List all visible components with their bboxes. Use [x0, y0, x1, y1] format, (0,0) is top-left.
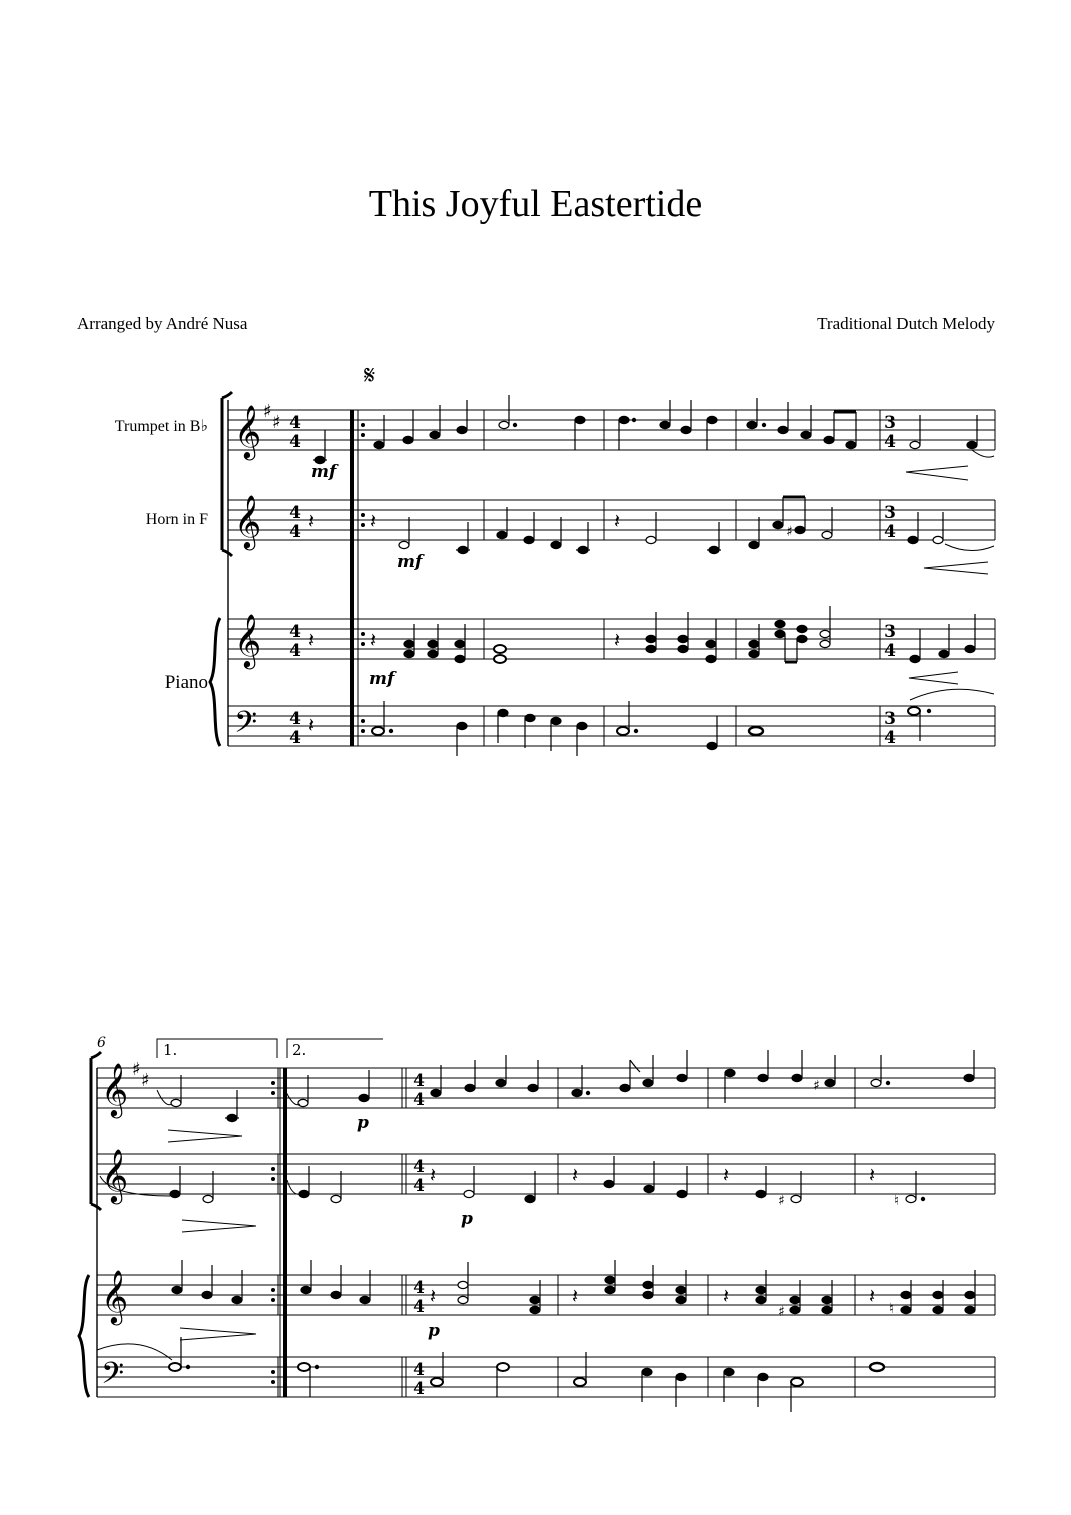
measure-number: 6: [97, 1035, 106, 1051]
dynamic-mf: mf: [397, 552, 423, 572]
time-sig-bottom: 4: [413, 1090, 425, 1110]
time-sig-top: 4: [413, 1071, 425, 1091]
bracket: [222, 392, 232, 556]
rest-icon: 𝄽: [869, 1284, 876, 1308]
rest-icon: 𝄽: [869, 1163, 876, 1187]
arranger-credit: Arranged by André Nusa: [77, 314, 248, 333]
rest-icon: 𝄽: [430, 1163, 437, 1187]
system-1: [210, 392, 995, 746]
time-sig-top: 3: [884, 622, 896, 642]
piano-bass-notes-s2: [169, 1337, 884, 1412]
treble-clef-icon: 𝄞: [101, 1269, 129, 1323]
piano-treble-notes-s1: [308, 606, 975, 663]
sharp-icon: ♯: [813, 1078, 820, 1094]
time-sig-bottom: 4: [289, 522, 301, 542]
system-2: [79, 1039, 995, 1397]
treble-clef-icon: 𝄞: [101, 1148, 129, 1202]
rest-icon: 𝄽: [370, 628, 377, 652]
time-sig-top: 4: [413, 1157, 425, 1177]
time-sig-top: 4: [413, 1278, 425, 1298]
treble-clef-icon: 𝄞: [234, 494, 262, 548]
diminuendo-hairpin: [168, 1130, 242, 1142]
time-sig-top: 4: [289, 503, 301, 523]
time-sig-top: 4: [289, 622, 301, 642]
sharp-icon: ♯: [778, 1193, 785, 1209]
brace: [79, 1275, 89, 1397]
time-sig-top: 4: [289, 413, 301, 433]
crescendo-hairpin: [924, 562, 988, 574]
tie: [945, 544, 994, 551]
instrument-label-trumpet: Trumpet in B♭: [114, 418, 208, 435]
time-sig-bottom: 4: [289, 641, 301, 661]
tie: [287, 1180, 300, 1194]
rest-icon: 𝄽: [614, 509, 621, 533]
bass-clef-icon: 𝄢: [234, 706, 258, 747]
treble-clef-icon: 𝄞: [101, 1062, 129, 1116]
natural-icon: ♮: [889, 1301, 895, 1317]
dynamic-p: p: [357, 1113, 369, 1133]
bracket: [91, 1052, 101, 1210]
dynamic-mf: mf: [369, 669, 395, 689]
natural-icon: ♮: [894, 1193, 900, 1209]
sharp-icon: ♯: [141, 1070, 150, 1091]
rest-icon: 𝄽: [572, 1284, 579, 1308]
sharp-icon: ♯: [778, 1304, 785, 1320]
tie: [910, 689, 994, 700]
horn-notes-s1: [308, 497, 943, 554]
rest-icon: 𝄽: [723, 1163, 730, 1187]
rest-icon: 𝄽: [370, 509, 377, 533]
time-sig-bottom: 4: [884, 641, 896, 661]
dynamic-p: p: [461, 1209, 473, 1229]
composer-credit: Traditional Dutch Melody: [817, 314, 995, 333]
rest-icon: 𝄽: [430, 1284, 437, 1308]
rest-icon: 𝄽: [308, 509, 315, 533]
brace: [210, 618, 220, 746]
time-sig-bottom: 4: [413, 1176, 425, 1196]
time-sig-bottom: 4: [884, 522, 896, 542]
time-sig-bottom: 4: [884, 432, 896, 452]
time-sig-top: 3: [884, 709, 896, 729]
time-sig-top: 4: [289, 709, 301, 729]
instrument-label-horn: Horn in F: [145, 511, 208, 528]
rest-icon: 𝄽: [308, 628, 315, 652]
trumpet-notes-s1: [313, 395, 977, 464]
tie: [157, 1090, 172, 1105]
treble-clef-icon: 𝄞: [234, 613, 262, 667]
rest-icon: 𝄽: [572, 1163, 579, 1187]
tie: [972, 450, 994, 457]
diminuendo-hairpin: [182, 1220, 256, 1232]
bass-clef-icon: 𝄢: [101, 1357, 125, 1398]
page-title: This Joyful Eastertide: [368, 183, 703, 225]
sharp-icon: ♯: [132, 1059, 141, 1080]
crescendo-hairpin: [906, 466, 968, 480]
time-sig-top: 4: [413, 1360, 425, 1380]
piano-bass-notes-s1: [308, 701, 931, 756]
rest-icon: 𝄽: [308, 713, 315, 737]
trumpet-notes-s2: [171, 1050, 974, 1122]
time-sig-bottom: 4: [289, 728, 301, 748]
rest-icon: 𝄽: [614, 628, 621, 652]
instrument-label-piano: Piano: [164, 672, 208, 693]
dynamic-p: p: [428, 1321, 440, 1341]
diminuendo-hairpin: [180, 1328, 256, 1340]
time-sig-top: 3: [884, 503, 896, 523]
rest-icon: 𝄽: [723, 1284, 730, 1308]
time-sig-bottom: 4: [289, 432, 301, 452]
volta-label: 2.: [292, 1041, 307, 1059]
dynamic-mf: mf: [311, 462, 337, 482]
time-sig-bottom: 4: [413, 1379, 425, 1399]
treble-clef-icon: 𝄞: [234, 404, 262, 458]
volta-label: 1.: [163, 1041, 178, 1059]
time-sig-bottom: 4: [884, 728, 896, 748]
segno-icon: 𝄋: [364, 361, 376, 391]
sharp-icon: ♯: [263, 401, 272, 422]
time-sig-bottom: 4: [413, 1297, 425, 1317]
sharp-icon: ♯: [272, 412, 281, 433]
crescendo-hairpin: [909, 672, 958, 684]
sharp-icon: ♯: [786, 524, 793, 540]
time-sig-top: 3: [884, 413, 896, 433]
